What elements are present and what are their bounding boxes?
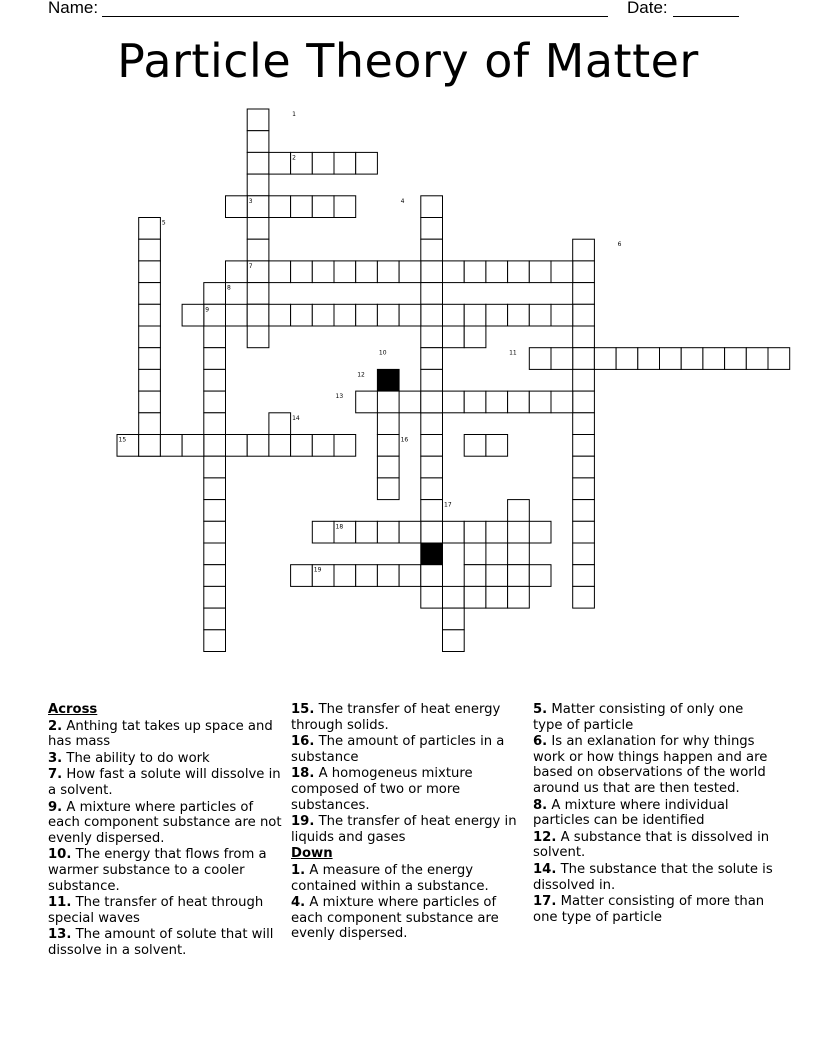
clue-number-label: 17 [444, 501, 452, 509]
clue-item [48, 847, 288, 894]
clue-number-label: 14 [292, 414, 300, 422]
crossword-cell[interactable] [421, 478, 443, 500]
crossword-cell[interactable] [377, 456, 399, 478]
crossword-cell[interactable] [508, 565, 530, 587]
crossword-cell[interactable] [334, 261, 356, 283]
clue-text: A mixture where particles of each component substance are evenly dispersed. [291, 895, 499, 942]
clue-text: Is an exlanation for why things work or how things happen and are based on observations of the world around us that are then tested. [533, 734, 768, 796]
clue-text: A mixture where individual particles can be identified [533, 797, 729, 829]
crossword-cell[interactable] [421, 218, 443, 240]
clue-number: 5. [533, 702, 548, 717]
crossword-cell[interactable] [399, 261, 421, 283]
clue-text: How fast a solute will dissolve in a solvent. [48, 767, 281, 798]
crossword-cell[interactable] [139, 261, 161, 283]
crossword-cell[interactable] [204, 369, 226, 391]
crossword-cell[interactable] [247, 152, 269, 174]
crossword-cell[interactable] [486, 521, 508, 543]
page-title: Particle Theory of Matter [117, 34, 699, 88]
across-heading: Across [48, 702, 98, 717]
across-clue-list [48, 719, 288, 959]
clue-number: 15. [291, 702, 315, 717]
crossword-cell[interactable] [204, 630, 226, 652]
clue-number: 11. [48, 895, 72, 911]
crossword-cell[interactable] [573, 543, 595, 565]
crossword-cell[interactable] [551, 304, 573, 326]
clue-number: 19. [291, 814, 315, 830]
crossword-cell[interactable] [139, 326, 161, 348]
clue-item [291, 814, 531, 845]
across-clue-list-continued [291, 702, 531, 845]
clue-number-label: 19 [313, 566, 322, 574]
crossword-cell[interactable] [312, 521, 334, 543]
crossword-cell[interactable] [269, 152, 291, 174]
crossword-cell[interactable] [768, 348, 790, 370]
crossword-cell[interactable] [247, 304, 269, 326]
clue-number-label: 4 [400, 197, 405, 205]
crossword-cell[interactable] [421, 435, 443, 457]
clue-text: The energy that flows from a warmer substance to a cooler substance. [48, 847, 267, 894]
crossword-cell[interactable] [421, 239, 443, 261]
crossword-cell[interactable] [139, 413, 161, 435]
crossword-cell[interactable] [356, 391, 378, 413]
crossword-cell[interactable] [204, 326, 226, 348]
crossword-cell[interactable] [204, 413, 226, 435]
crossword-cell[interactable] [226, 304, 248, 326]
crossword-cell[interactable] [573, 565, 595, 587]
crossword-cell[interactable] [486, 435, 508, 457]
crossword-cell[interactable] [160, 435, 182, 457]
crossword-cell[interactable] [486, 261, 508, 283]
crossword-cell[interactable] [334, 196, 356, 218]
crossword-cell[interactable] [377, 565, 399, 587]
crossword-cell[interactable] [421, 456, 443, 478]
crossword-cell[interactable] [182, 435, 204, 457]
clues-column-1 [48, 702, 288, 960]
crossword-cell[interactable] [573, 521, 595, 543]
crossword-cell[interactable] [746, 348, 768, 370]
clue-text: The transfer of heat through special waves [48, 895, 264, 926]
crossword-cell[interactable] [443, 521, 465, 543]
crossword-cell[interactable] [312, 261, 334, 283]
crossword-cell[interactable] [139, 391, 161, 413]
clue-number-label: 6 [617, 241, 622, 249]
crossword-cell[interactable] [508, 543, 530, 565]
crossword-cell[interactable] [204, 456, 226, 478]
crossword-cell[interactable] [377, 304, 399, 326]
crossword-cell[interactable] [464, 261, 486, 283]
crossword-cell[interactable] [508, 304, 530, 326]
crossword-cell[interactable] [269, 413, 291, 435]
crossword-cell[interactable] [421, 326, 443, 348]
clue-item [533, 830, 773, 861]
crossword-cell[interactable] [334, 152, 356, 174]
crossword-cell[interactable] [573, 478, 595, 500]
crossword-cell[interactable] [421, 565, 443, 587]
clue-number: 8. [533, 797, 548, 813]
crossword-cell[interactable] [247, 326, 269, 348]
crossword-cell[interactable] [421, 391, 443, 413]
clue-text: A homogeneus mixture composed of two or more substances. [291, 766, 473, 813]
clue-number-label: 10 [378, 349, 387, 357]
clue-item [533, 894, 773, 925]
crossword-cell[interactable] [291, 196, 313, 218]
clue-number: 18. [291, 766, 315, 782]
clue-number: 14. [533, 861, 557, 877]
crossword-cell[interactable] [725, 348, 747, 370]
crossword-cell[interactable] [443, 391, 465, 413]
clue-number: 10. [48, 847, 72, 863]
crossword-cell[interactable] [204, 565, 226, 587]
clue-item [533, 798, 773, 829]
crossword-cell[interactable] [204, 348, 226, 370]
crossword-cell[interactable] [291, 435, 313, 457]
crossword-cell[interactable] [139, 435, 161, 457]
crossword-cell[interactable] [638, 348, 660, 370]
crossword-cell[interactable] [443, 630, 465, 652]
crossword-cell[interactable] [269, 261, 291, 283]
crossword-cell[interactable] [464, 304, 486, 326]
crossword-cell[interactable] [247, 131, 269, 153]
crossword-cell[interactable] [356, 565, 378, 587]
crossword-cell[interactable] [377, 521, 399, 543]
clue-text: Anthing tat takes up space and has mass [48, 718, 273, 750]
clue-text: The transfer of heat energy in liquids and gases [291, 814, 517, 845]
crossword-cell[interactable] [269, 304, 291, 326]
clue-number-label: 16 [400, 436, 409, 444]
crossword-cell[interactable] [421, 413, 443, 435]
crossword-cell[interactable] [616, 348, 638, 370]
crossword-cell[interactable] [139, 369, 161, 391]
crossword-cell[interactable] [226, 196, 248, 218]
crossword-cell[interactable] [421, 500, 443, 522]
down-clue-list-continued [533, 702, 773, 925]
crossword-cell[interactable] [139, 348, 161, 370]
clue-number-label: 11 [509, 349, 517, 357]
crossword-cell[interactable] [508, 586, 530, 608]
crossword-cell[interactable] [269, 196, 291, 218]
crossword-cell[interactable] [573, 283, 595, 305]
clue-number-label: 12 [357, 371, 365, 379]
crossword-cell[interactable] [312, 304, 334, 326]
clue-text: The substance that the solute is dissolved in. [533, 861, 773, 893]
crossword-cell[interactable] [443, 608, 465, 630]
crossword-cell[interactable] [399, 304, 421, 326]
clue-item [48, 927, 288, 958]
clue-number: 17. [533, 894, 557, 910]
clue-item [48, 800, 288, 847]
crossword-cell[interactable] [443, 326, 465, 348]
crossword-cell[interactable] [573, 239, 595, 261]
crossword-cell[interactable] [464, 521, 486, 543]
clue-item [291, 766, 531, 813]
clue-number-label: 3 [248, 197, 253, 205]
crossword-cell[interactable] [421, 261, 443, 283]
crossword-cell[interactable] [421, 283, 443, 305]
crossword-cell[interactable] [486, 304, 508, 326]
clue-item [291, 863, 531, 894]
clue-number-label: 1 [292, 111, 296, 118]
crossword-cell[interactable] [139, 239, 161, 261]
clue-item [48, 719, 288, 750]
crossword-cell[interactable] [399, 565, 421, 587]
clue-text: The transfer of heat energy through solids. [291, 702, 501, 733]
crossword-cell[interactable] [573, 586, 595, 608]
crossword-cell[interactable] [551, 261, 573, 283]
crossword-cell[interactable] [247, 283, 269, 305]
crossword-cell[interactable] [226, 261, 248, 283]
clue-text: The amount of solute that will dissolve in a solvent. [48, 927, 274, 958]
clue-number-label: 18 [335, 523, 344, 531]
clue-item [533, 734, 773, 796]
crossword-cell[interactable] [573, 261, 595, 283]
clue-number: 1. [291, 862, 306, 878]
crossword-cell[interactable] [139, 283, 161, 305]
crossword-cell[interactable] [356, 261, 378, 283]
crossword-cell[interactable] [269, 435, 291, 457]
clue-text: The ability to do work [66, 750, 210, 766]
crossword-cell[interactable] [204, 500, 226, 522]
crossword-cell[interactable] [204, 543, 226, 565]
clue-number: 12. [533, 829, 557, 845]
clue-number-label: 15 [118, 436, 127, 444]
crossword-cell[interactable] [443, 586, 465, 608]
crossword-cell[interactable] [312, 196, 334, 218]
crossword-cell[interactable] [508, 500, 530, 522]
crossword-cell[interactable] [551, 348, 573, 370]
crossword-cell[interactable] [291, 304, 313, 326]
clue-text: A substance that is dissolved in solvent. [533, 829, 770, 861]
crossword-cell[interactable] [594, 348, 616, 370]
crossword-cell[interactable] [573, 369, 595, 391]
crossword-cell[interactable] [247, 109, 269, 131]
crossword-cell[interactable] [204, 608, 226, 630]
crossword-cell[interactable] [356, 304, 378, 326]
crossword-cell[interactable] [399, 521, 421, 543]
crossword-cell[interactable] [312, 152, 334, 174]
clue-number: 2. [48, 718, 63, 734]
crossword-cell[interactable] [139, 218, 161, 240]
clue-text: A mixture where particles of each component substance are not evenly dispersed. [48, 799, 282, 846]
clue-number: 9. [48, 799, 63, 815]
crossword-cell[interactable] [486, 391, 508, 413]
crossword-cell[interactable] [291, 261, 313, 283]
crossword-cell[interactable] [529, 521, 551, 543]
clue-text: Matter consisting of more than one type of particle [533, 894, 765, 925]
crossword-cell[interactable] [399, 391, 421, 413]
clue-text: A measure of the energy contained within a substance. [291, 862, 489, 894]
crossword-cell[interactable] [204, 283, 226, 305]
clue-item [533, 702, 773, 733]
crossword-cell[interactable] [377, 413, 399, 435]
clue-number-label: 9 [205, 306, 210, 314]
black-square [377, 369, 399, 391]
crossword-cell[interactable] [443, 261, 465, 283]
name-label: Name: [48, 0, 99, 17]
crossword-cell[interactable] [334, 304, 356, 326]
crossword-cell[interactable] [421, 521, 443, 543]
clue-number-label: 7 [248, 262, 253, 270]
clue-number-label: 5 [161, 219, 166, 227]
crossword-cell[interactable] [486, 586, 508, 608]
crossword-cell[interactable] [508, 391, 530, 413]
clue-number: 3. [48, 750, 63, 766]
crossword-cell[interactable] [486, 565, 508, 587]
crossword-cell[interactable] [573, 391, 595, 413]
clue-text: Matter consisting of only one type of particle [533, 702, 744, 733]
crossword-cell[interactable] [247, 218, 269, 240]
clue-item [533, 862, 773, 893]
clue-number-label: 8 [227, 284, 231, 292]
crossword-cell[interactable] [421, 196, 443, 218]
crossword-cell[interactable] [573, 500, 595, 522]
crossword-cell[interactable] [573, 435, 595, 457]
crossword-cell[interactable] [573, 456, 595, 478]
crossword-cell[interactable] [291, 565, 313, 587]
crossword-cell[interactable] [443, 304, 465, 326]
crossword-cell[interactable] [334, 565, 356, 587]
crossword-cell[interactable] [681, 348, 703, 370]
clue-number-label: 13 [335, 393, 344, 401]
clues-column-2 [291, 702, 531, 943]
crossword-cell[interactable] [377, 478, 399, 500]
crossword-cell[interactable] [529, 565, 551, 587]
crossword-cell[interactable] [573, 304, 595, 326]
crossword-cell[interactable] [464, 326, 486, 348]
crossword-cell[interactable] [247, 239, 269, 261]
crossword-cell[interactable] [529, 304, 551, 326]
crossword-cell[interactable] [334, 435, 356, 457]
crossword-cell[interactable] [529, 348, 551, 370]
crossword-cell[interactable] [247, 174, 269, 196]
crossword-cell[interactable] [529, 261, 551, 283]
crossword-cell[interactable] [464, 435, 486, 457]
crossword-cell[interactable] [508, 261, 530, 283]
crossword-cell[interactable] [421, 586, 443, 608]
crossword-cell[interactable] [421, 369, 443, 391]
down-clue-list [291, 863, 531, 942]
crossword-cell[interactable] [377, 435, 399, 457]
clue-item [48, 767, 288, 798]
crossword-cell[interactable] [660, 348, 682, 370]
clue-number: 4. [291, 895, 306, 911]
clue-number: 16. [291, 734, 315, 750]
clue-item [291, 895, 531, 942]
crossword-cell[interactable] [464, 565, 486, 587]
clue-item [291, 702, 531, 733]
crossword-cell[interactable] [377, 261, 399, 283]
crossword-cell[interactable] [529, 391, 551, 413]
crossword-cell[interactable] [421, 348, 443, 370]
black-square [421, 543, 443, 565]
crossword-cell[interactable] [573, 413, 595, 435]
crossword-cell[interactable] [204, 586, 226, 608]
date-label: Date: [627, 0, 668, 17]
crossword-cell[interactable] [421, 304, 443, 326]
crossword-cell[interactable] [204, 521, 226, 543]
clue-number-label: 2 [292, 154, 296, 162]
crossword-cell[interactable] [139, 304, 161, 326]
down-heading: Down [291, 846, 333, 862]
crossword-cell[interactable] [464, 543, 486, 565]
crossword-cell[interactable] [312, 435, 334, 457]
crossword-cell[interactable] [182, 304, 204, 326]
clue-number: 13. [48, 927, 72, 943]
crossword-cell[interactable] [226, 435, 248, 457]
crossword-cell[interactable] [703, 348, 725, 370]
crossword-cell[interactable] [573, 348, 595, 370]
crossword-cell[interactable] [551, 391, 573, 413]
clue-number: 6. [533, 734, 548, 750]
crossword-cell[interactable] [204, 391, 226, 413]
crossword-cell[interactable] [204, 478, 226, 500]
crossword-cell[interactable] [464, 586, 486, 608]
clues-column-3 [533, 702, 773, 926]
crossword-cell[interactable] [356, 152, 378, 174]
clue-text: The amount of particles in a substance [291, 734, 505, 765]
crossword-cell[interactable] [247, 435, 269, 457]
clue-item [291, 734, 531, 765]
clue-item [48, 751, 288, 767]
crossword-cell[interactable] [204, 435, 226, 457]
crossword-cell[interactable] [464, 391, 486, 413]
clue-item [48, 895, 288, 926]
crossword-cell[interactable] [356, 521, 378, 543]
clue-number: 7. [48, 767, 63, 783]
crossword-cell[interactable] [573, 326, 595, 348]
